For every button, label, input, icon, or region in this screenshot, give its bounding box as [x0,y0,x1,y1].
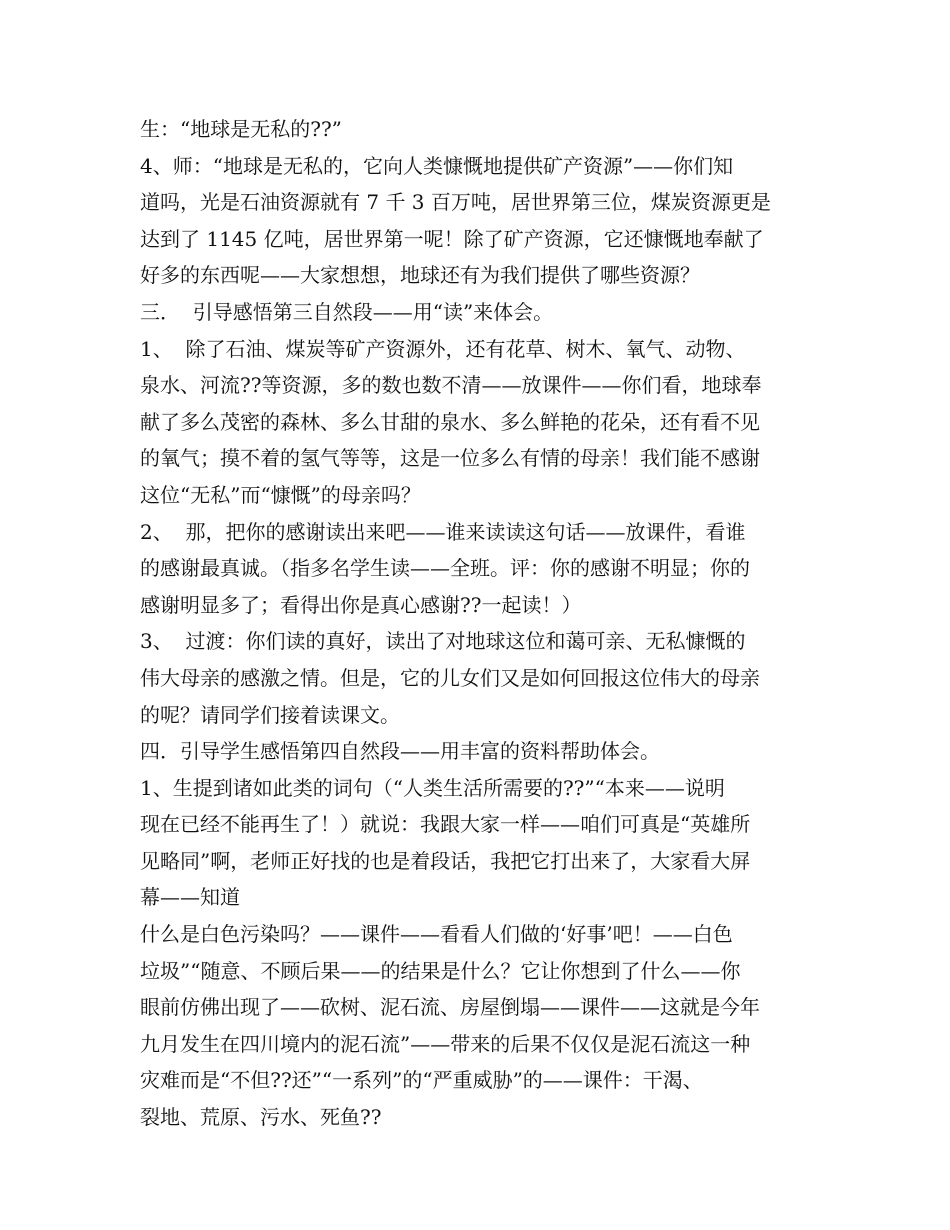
text-line: 幕——知道 [140,885,240,910]
text-line: 1、 除了石油、煤炭等矿产资源外，还有花草、树木、氧气、动物、 [140,336,746,361]
text-line: 裂地、荒原、污水、死鱼?? [140,1105,382,1130]
text-line: 灾难而是“不但??还”“一系列”的“严重威胁”的——课件：干渴、 [140,1068,703,1093]
text-line: 见略同”啊，老师正好找的也是着段话，我把它打出来了，大家看大屏 [140,848,751,873]
text-line: 4、师：“地球是无私的，它向人类慷慨地提供矿产资源”——你们知 [140,153,734,178]
text-line: 九月发生在四川境内的泥石流”——带来的后果不仅仅是泥石流这一种 [140,1031,751,1056]
text-line: 感谢明显多了；看得出你是真心感谢??一起读！） [140,592,582,617]
text-line: 泉水、河流??等资源，多的数也数不清——放课件——你们看，地球奉 [140,373,762,398]
text-line: 献了多么茂密的森林、多么甘甜的泉水、多么鲜艳的花朵，还有看不见 [140,409,760,434]
text-line: 伟大母亲的感激之情。但是，它的儿女们又是如何回报这位伟大的母亲 [140,665,760,690]
text-line: 的呢？请同学们接着读课文。 [140,702,400,727]
document-body [140,111,820,1136]
text-line: 垃圾”“随意、不顾后果——的结果是什么？它让你想到了什么——你 [140,958,741,983]
text-line: 的感谢最真诚。（指多名学生读——全班。评：你的感谢不明显；你的 [140,556,750,581]
text-line: 的氧气；摸不着的氢气等等，这是一位多么有情的母亲！我们能不感谢 [140,446,760,471]
text-line: 眼前仿佛出现了——砍树、泥石流、房屋倒塌——课件——这就是今年 [140,995,760,1020]
text-line: 好多的东西呢——大家想想，地球还有为我们提供了哪些资源？ [140,263,700,288]
text-line: 生：“地球是无私的??” [140,117,342,141]
text-line: 道吗，光是石油资源就有 7 千 3 百万吨，居世界第三位，煤炭资源更是 [140,190,771,215]
section-heading: 三． 引导感悟第三自然段——用“读”来体会。 [140,299,554,324]
text-line: 达到了 1145 亿吨，居世界第一呢！除了矿产资源，它还慷慨地奉献了 [140,226,764,251]
text-line: 3、 过渡：你们读的真好，读出了对地球这位和蔼可亲、无私慷慨的 [140,629,746,654]
text-line: 这位“无私”而“慷慨”的母亲吗？ [140,482,421,507]
text-line: 1、生提到诸如此类的词句（“人类生活所需要的??”“本来——说明 [140,775,725,800]
text-line: 2、 那，把你的感谢读出来吧——谁来读读这句话——放课件，看谁 [140,519,746,544]
text-line: 现在已经不能再生了！）就说：我跟大家一样——咱们可真是“英雄所 [140,812,751,837]
text-line: 什么是白色污染吗？——课件——看看人们做的‘好事’吧！——白色 [140,922,733,947]
section-heading: 四．引导学生感悟第四自然段——用丰富的资料帮助体会。 [140,739,660,764]
